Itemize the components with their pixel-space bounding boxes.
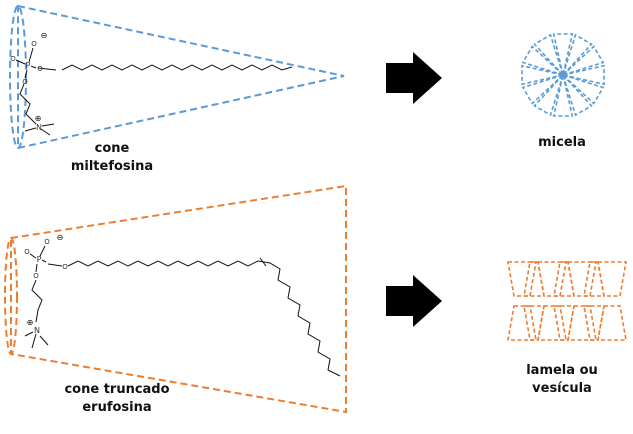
bond-p-o-right [31, 66, 36, 68]
oxygen-atom-left: O [10, 55, 16, 63]
lamella-molecule [598, 262, 626, 296]
lamella-label-line1: lamela ou [526, 363, 598, 378]
lamella-molecule [554, 262, 574, 296]
lamella-molecule [508, 262, 536, 296]
cone-label-line2: miltefosina [70, 159, 154, 174]
truncated-cone-erufosina [5, 186, 346, 412]
lamella-molecule [538, 262, 566, 296]
bond-p-o-up [29, 48, 33, 62]
micelle-wedge [563, 35, 592, 75]
oxygen-atom-top: O [31, 40, 37, 48]
micelle-outline [522, 34, 604, 116]
lamella-molecule [538, 306, 566, 340]
negative-charge: ⊖ [40, 31, 48, 40]
lamella-molecule [554, 306, 574, 340]
oxygen-atom-bottom: O [33, 272, 39, 280]
lamella-label [516, 362, 608, 398]
bond-n-me3 [42, 124, 54, 126]
bond-p-o-right [42, 260, 46, 262]
negative-charge: ⊖ [56, 233, 64, 242]
nitrogen-atom: N [34, 326, 40, 335]
lamella-diagram [508, 262, 626, 340]
lamella-molecule [524, 306, 544, 340]
lamella-molecule [598, 306, 626, 340]
lamella-molecule [524, 262, 544, 296]
bond-p-o-left [30, 254, 36, 258]
lamella-molecule [508, 306, 536, 340]
cone-label-line1: cone [94, 141, 130, 156]
oxygen-atom-left: O [24, 248, 30, 256]
micelle-label: micela [538, 135, 586, 150]
lamella-molecule [584, 306, 604, 340]
alkyl-chain-lower [258, 261, 340, 376]
phosphorus-atom: P [36, 255, 42, 264]
truncated-cone-label-line1: cone truncado [64, 382, 170, 397]
truncated-cone-label [52, 381, 182, 417]
bond-n-me1 [25, 128, 36, 131]
micelle-wedge [535, 75, 564, 115]
bond-n-me2 [41, 129, 50, 135]
micelle-wedge [523, 47, 563, 76]
molecule-erufosina [24, 233, 340, 376]
oxygen-atom-top: O [44, 238, 50, 246]
alkyl-chain [62, 65, 292, 70]
oxygen-atom-ester: O [37, 65, 43, 73]
lamella-molecule [568, 306, 596, 340]
choline-linker [20, 84, 36, 124]
micelle-wedge [563, 75, 603, 104]
lamella-label-line2: vesícula [532, 381, 592, 396]
choline-linker [32, 280, 42, 322]
bond-n-me1 [32, 334, 36, 348]
lamella-molecule [584, 262, 604, 296]
cone-label [62, 140, 162, 176]
bond-n-me3 [25, 332, 33, 336]
phosphorus-atom: P [25, 61, 31, 70]
oxygen-atom-bottom: O [22, 78, 28, 86]
alkyl-chain-upper [68, 261, 258, 266]
cone-outline [18, 6, 344, 148]
nitrogen-atom: N [36, 123, 42, 132]
oxygen-atom-ester: O [62, 263, 68, 271]
truncated-cone-label-line2: erufosina [82, 400, 152, 415]
arrow-right-bottom [386, 275, 442, 327]
bond-n-me2 [40, 336, 48, 345]
truncated-cone-outline [11, 186, 346, 412]
positive-charge: ⊕ [26, 318, 34, 327]
cone-miltefosina [10, 6, 344, 148]
micelle-diagram [522, 34, 604, 116]
bond-o-chain [48, 264, 62, 266]
bond-p-o-down [36, 264, 37, 272]
arrow-right-top [386, 52, 442, 104]
positive-charge: ⊕ [34, 114, 42, 123]
lamella-molecule [568, 262, 596, 296]
